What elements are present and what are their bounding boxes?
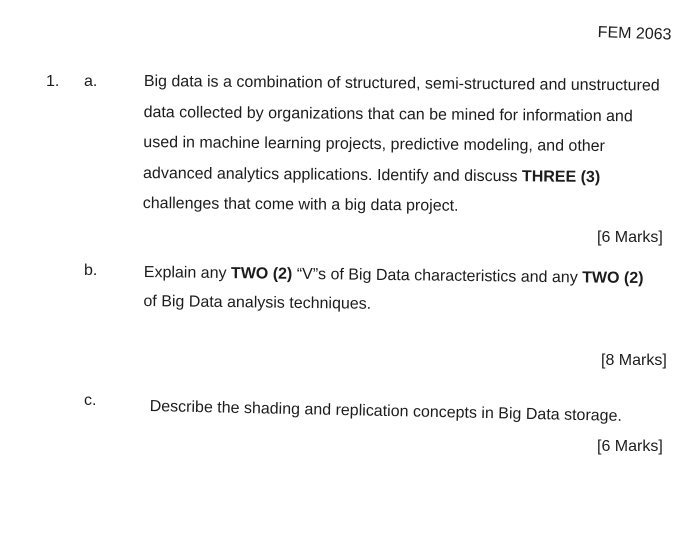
part-c-line-1: Describe the shading and replication concepts in Big Data storage. <box>149 397 623 425</box>
part-a-label: a. <box>84 73 98 90</box>
part-a-line-3: used in machine learning projects, predictive modeling, and other <box>143 133 606 156</box>
part-c-label: c. <box>84 392 97 409</box>
part-b-text-2: “V”s of Big Data characteristics and any <box>292 265 583 287</box>
part-a-line-2: data collected by organizations that can be mined for information and <box>143 103 633 125</box>
question-number: 1. <box>46 73 60 90</box>
part-b-text-1: Explain any <box>143 263 232 283</box>
part-b-text <box>143 258 674 322</box>
part-b-label: b. <box>84 262 98 279</box>
part-a-line-4 <box>143 158 673 193</box>
part-a-emphasis: THREE (3) <box>521 167 601 186</box>
part-b-marks: [8 Marks] <box>601 352 667 369</box>
part-a-line-4-text: advanced analytics applications. Identify and discuss <box>143 164 518 185</box>
part-b-line-2: of Big Data analysis techniques. <box>143 292 372 313</box>
part-c-text <box>149 392 650 433</box>
part-a-marks: [6 Marks] <box>597 229 663 246</box>
part-a-line-1: Big data is a combination of structured, semi-structured and unstructured <box>143 72 660 95</box>
part-a-text <box>143 67 674 224</box>
course-code: FEM 2063 <box>597 24 672 44</box>
part-b-emphasis-1: TWO (2) <box>230 265 293 283</box>
part-c-marks: [6 Marks] <box>597 438 663 455</box>
part-a-line-5: challenges that come with a big data project. <box>142 194 459 215</box>
part-b-emphasis-2: TWO (2) <box>582 269 644 288</box>
